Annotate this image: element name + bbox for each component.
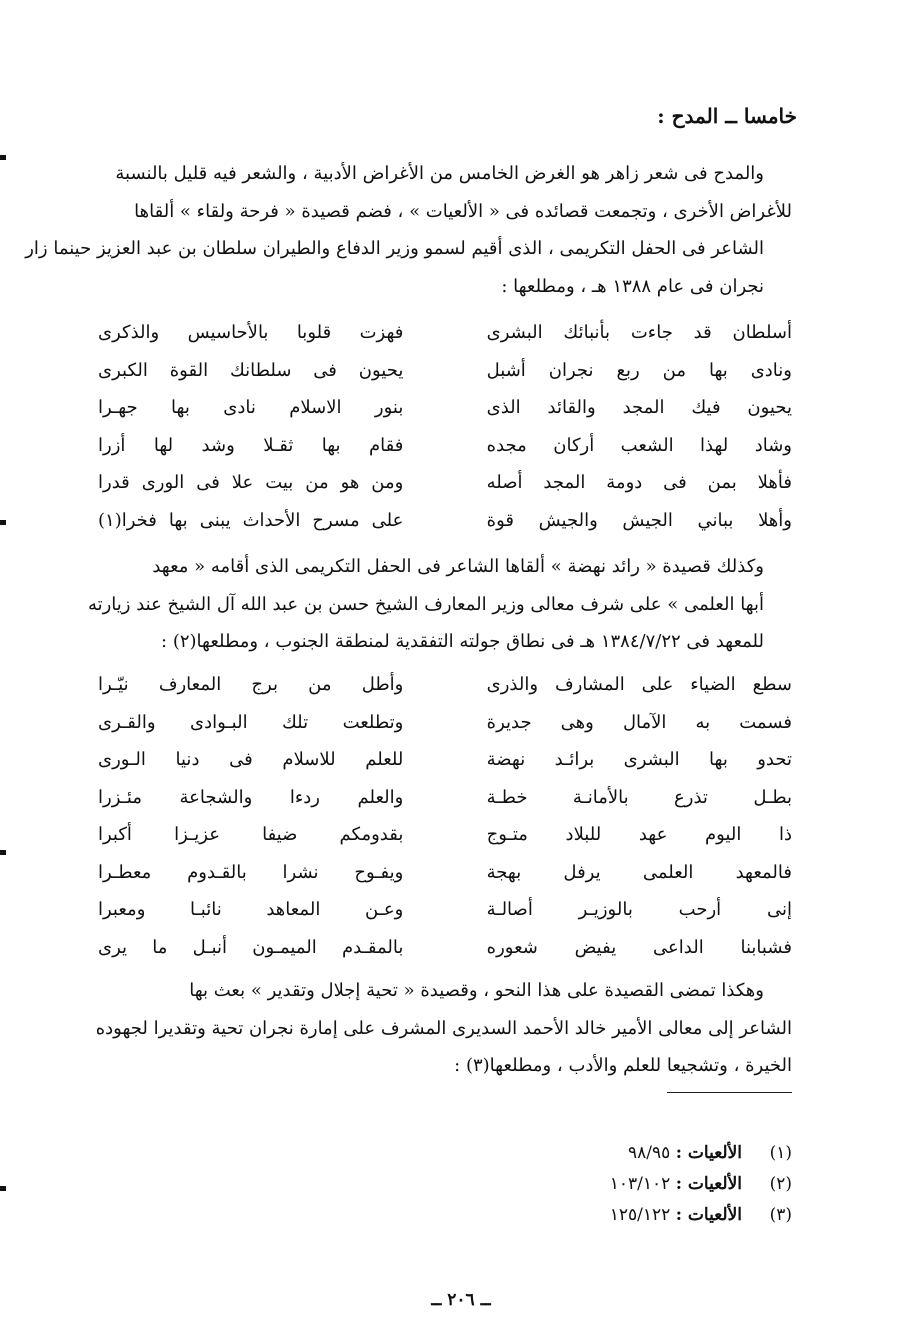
footnote-source: الألعيات : [675, 1143, 742, 1163]
second-hemistich: يحيون فى سلطانك القوة الكبرى [98, 359, 404, 381]
paragraph-line: الشاعر فى الحفل التكريمى ، الذى أقيم لسمو وزير الدفاع والطيران سلطان بن عبد العزيز حينما زار [25, 238, 764, 259]
first-hemistich: إنى أرحب بالوزيـر أصالـة [486, 899, 792, 920]
second-hemistich: وأطل من برج المعارف نيّـرا [98, 674, 404, 695]
first-hemistich: تحدو بها البشرى برائـد نهضة [486, 749, 792, 770]
section-heading: خامسا ــ المدح : [657, 104, 797, 128]
paragraph-line: وكذلك قصيدة « رائد نهضة » ألقاها الشاعر فى الحفل التكريمى الذى أقامه « معهد [152, 556, 764, 577]
footnote [610, 1169, 792, 1200]
verse [98, 891, 792, 929]
verse [98, 779, 792, 817]
first-hemistich: يحيون فيك المجد والقائد الذى [486, 397, 792, 418]
verse [98, 427, 792, 465]
first-hemistich: سطع الضياء على المشارف والذرى [486, 674, 792, 695]
first-hemistich: وأهلا بباني الجيش والجيش قوة [486, 509, 792, 531]
second-hemistich: والعلم ردءا والشجاعة مئـزرا [98, 786, 404, 808]
footnote-source: الألعيات : [675, 1205, 742, 1225]
footnote-source: الألعيات : [675, 1174, 742, 1194]
second-hemistich: بنور الاسلام نادى بها جهـرا [98, 397, 404, 418]
first-hemistich: وشاد لهذا الشعب أركان مجده [486, 434, 792, 456]
first-hemistich: بطـل تذرع بالأمانـة خطـة [486, 786, 792, 808]
verse [98, 704, 792, 742]
first-hemistich: أسلطان قد جاءت بأنبائك البشرى [486, 322, 792, 343]
first-hemistich: فسمت به الآمال وهى جديرة [486, 711, 792, 733]
footnote-pages: ١٠٣/١٠٢ [609, 1174, 671, 1194]
paragraph-line: والمدح فى شعر زاهر هو الغرض الخامس من الأغراض الأدبية ، والشعر فيه قليل بالنسبة [115, 163, 764, 184]
paragraph-1 [25, 155, 792, 305]
poem-1 [98, 314, 792, 539]
paragraph-line: وهكذا تمضى القصيدة على هذا النحو ، وقصيدة « تحية إجلال وتقدير » بعث بها [189, 980, 764, 1001]
second-hemistich: وتطلعت تلك البـوادى والقـرى [98, 711, 404, 733]
second-hemistich: بقدومكم ضيفا عزيـزا أكبرا [98, 824, 404, 845]
verse [98, 741, 792, 779]
second-hemistich: فقام بها ثقـلا وشد لها أزرا [98, 434, 404, 456]
paragraph-line: للأغراض الأخرى ، وتجمعت قصائده فى « الألعيات » ، فضم قصيدة « فرحة ولقاء » ألقاها [134, 200, 792, 222]
paragraph-line: الشاعر إلى معالى الأمير خالد الأحمد السديرى المشرف على إمارة نجران تحية وتقديرا لجهوده [95, 1017, 792, 1039]
second-hemistich: للعلم للاسلام فى دنيا الـورى [98, 749, 404, 770]
footnotes [610, 1138, 792, 1231]
poem-2 [98, 666, 792, 966]
verse [98, 389, 792, 427]
footnote-number: (١) [769, 1143, 792, 1163]
footnote [610, 1200, 792, 1231]
footnote-separator [667, 1092, 792, 1093]
footnote-number: (٣) [769, 1205, 792, 1225]
footnote-pages: ٩٨/٩٥ [628, 1143, 671, 1163]
verse [98, 464, 792, 502]
paragraph-3 [95, 972, 792, 1085]
paragraph-2 [87, 548, 792, 661]
first-hemistich: ذا اليوم عهد للبلاد متـوج [486, 824, 792, 845]
verse [98, 929, 792, 967]
second-hemistich: ويفـوح نشرا بالقـدوم معطـرا [98, 861, 404, 883]
footnote [610, 1138, 792, 1169]
scan-edge-mark [0, 520, 6, 525]
scan-edge-mark [0, 1186, 6, 1191]
first-hemistich: فشبابنا الداعى يفيض شعوره [486, 936, 792, 958]
footnote-number: (٢) [769, 1174, 792, 1194]
second-hemistich: وعـن المعاهد نائبـا ومعبرا [98, 899, 404, 920]
scan-edge-mark [0, 850, 6, 855]
first-hemistich: ونادى بها من ربع نجران أشبل [486, 359, 792, 381]
second-hemistich: على مسرح الأحداث يبنى بها فخرا(١) [98, 509, 404, 531]
scan-edge-mark [0, 155, 6, 160]
verse [98, 816, 792, 854]
page-number: ــ ٢٠٦ ــ [431, 1290, 491, 1310]
first-hemistich: فأهلا بمن فى دومة المجد أصله [486, 472, 792, 493]
paragraph-line: أبها العلمى » على شرف معالى وزير المعارف الشيخ حسن بن عبد الله آل الشيخ عند زيارته [87, 593, 764, 615]
verse [98, 666, 792, 704]
paragraph-line: الخيرة ، وتشجيعا للعلم والأدب ، ومطلعها(٣) : [454, 1055, 792, 1076]
paragraph-line: نجران فى عام ١٣٨٨ هـ ، ومطلعها : [501, 275, 764, 297]
second-hemistich: ومن هو من بيت علا فى الورى قدرا [98, 472, 404, 493]
verse [98, 352, 792, 390]
paragraph-line: للمعهد فى ١٣٨٤/٧/٢٢ هـ فى نطاق جولته التفقدية لمنطقة الجنوب ، ومطلعها(٢) : [161, 631, 764, 652]
verse [98, 314, 792, 352]
verse [98, 854, 792, 892]
first-hemistich: فالمعهد العلمى يرفل بهجة [486, 861, 792, 883]
second-hemistich: فهزت قلوبا بالأحاسيس والذكرى [98, 322, 404, 343]
verse [98, 502, 792, 540]
second-hemistich: بالمقـدم الميمـون أنبـل ما يرى [98, 936, 404, 958]
footnote-pages: ١٢٥/١٢٢ [609, 1205, 671, 1225]
